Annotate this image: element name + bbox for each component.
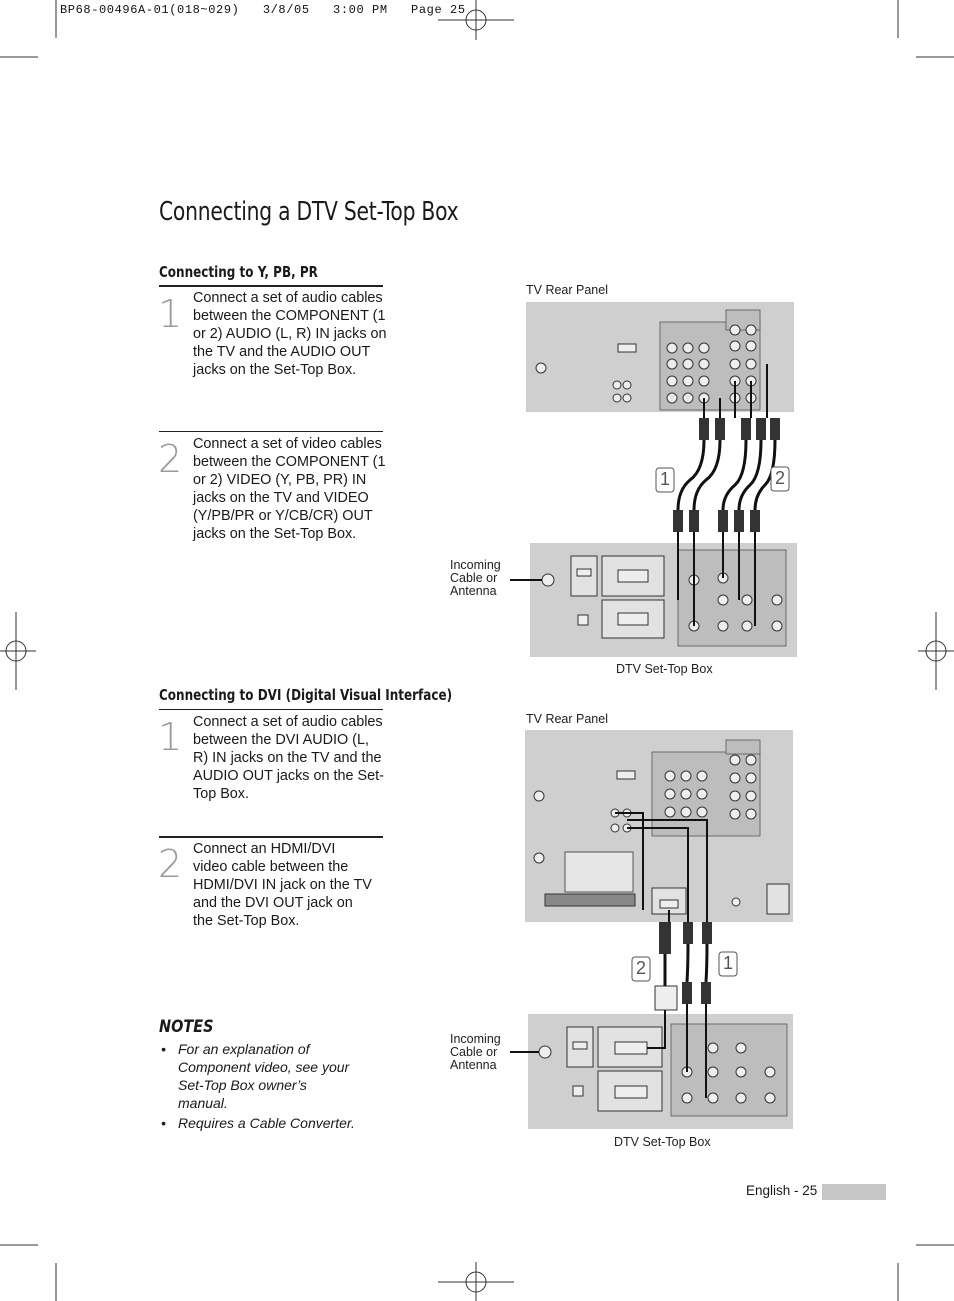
step-text: Connect a set of audio cables between the COMPONENT (1 or 2) AUDIO (L, R) IN jacks on the TV and the AUDIO OUT jacks on the Set-Top Box. bbox=[193, 290, 387, 378]
step-number: 2 bbox=[158, 842, 183, 886]
print-header: BP68-00496A-01(018~029) 3/8/05 3:00 PM Page 25 bbox=[60, 3, 466, 17]
callout-number: 2 bbox=[636, 958, 647, 978]
section1-heading: Connecting to Y, PB, PR bbox=[159, 263, 318, 281]
callout-number: 2 bbox=[775, 468, 786, 488]
callout-number: 1 bbox=[660, 469, 671, 489]
note-item: Requires a Cable Converter. bbox=[178, 1115, 355, 1131]
page-number: English - 25 bbox=[746, 1183, 818, 1198]
bullet: • bbox=[161, 1041, 166, 1057]
step-number: 1 bbox=[158, 292, 183, 336]
note-item: For an explanation of Component video, see your Set-Top Box owner’s manual. bbox=[178, 1041, 350, 1111]
step-text: Connect a set of audio cables between the DVI AUDIO (L, R) IN jacks on the TV and the AUDIO OUT jacks on the Set-Top Box. bbox=[193, 714, 384, 802]
callout-number: 1 bbox=[723, 953, 734, 973]
incoming-cable-label: Incoming Cable or Antenna bbox=[450, 1032, 501, 1072]
tv-rear-panel-label: TV Rear Panel bbox=[526, 283, 608, 297]
step-number: 1 bbox=[158, 715, 183, 759]
page-title: Connecting a DTV Set-Top Box bbox=[159, 197, 459, 227]
tv-rear-panel-label: TV Rear Panel bbox=[526, 712, 608, 726]
incoming-cable-label: Incoming Cable or Antenna bbox=[450, 558, 501, 598]
step-number: 2 bbox=[158, 437, 183, 481]
notes-heading: NOTES bbox=[159, 1017, 214, 1037]
step-text: Connect an HDMI/DVI video cable between the HDMI/DVI IN jack on the TV and the DVI OUT jack on the Set-Top Box. bbox=[193, 841, 372, 929]
set-top-box-label: DTV Set-Top Box bbox=[614, 1135, 711, 1149]
set-top-box-label: DTV Set-Top Box bbox=[616, 662, 713, 676]
step-text: Connect a set of video cables between the COMPONENT (1 or 2) VIDEO (Y, PB, PR) IN jacks on the TV and VIDEO (Y/PB/PR or Y/CB/CR) OUT jacks on the Set-Top Box. bbox=[193, 436, 386, 542]
bullet: • bbox=[161, 1115, 166, 1131]
footer-bar bbox=[822, 1184, 886, 1200]
section2-heading: Connecting to DVI (Digital Visual Interface) bbox=[159, 686, 453, 704]
